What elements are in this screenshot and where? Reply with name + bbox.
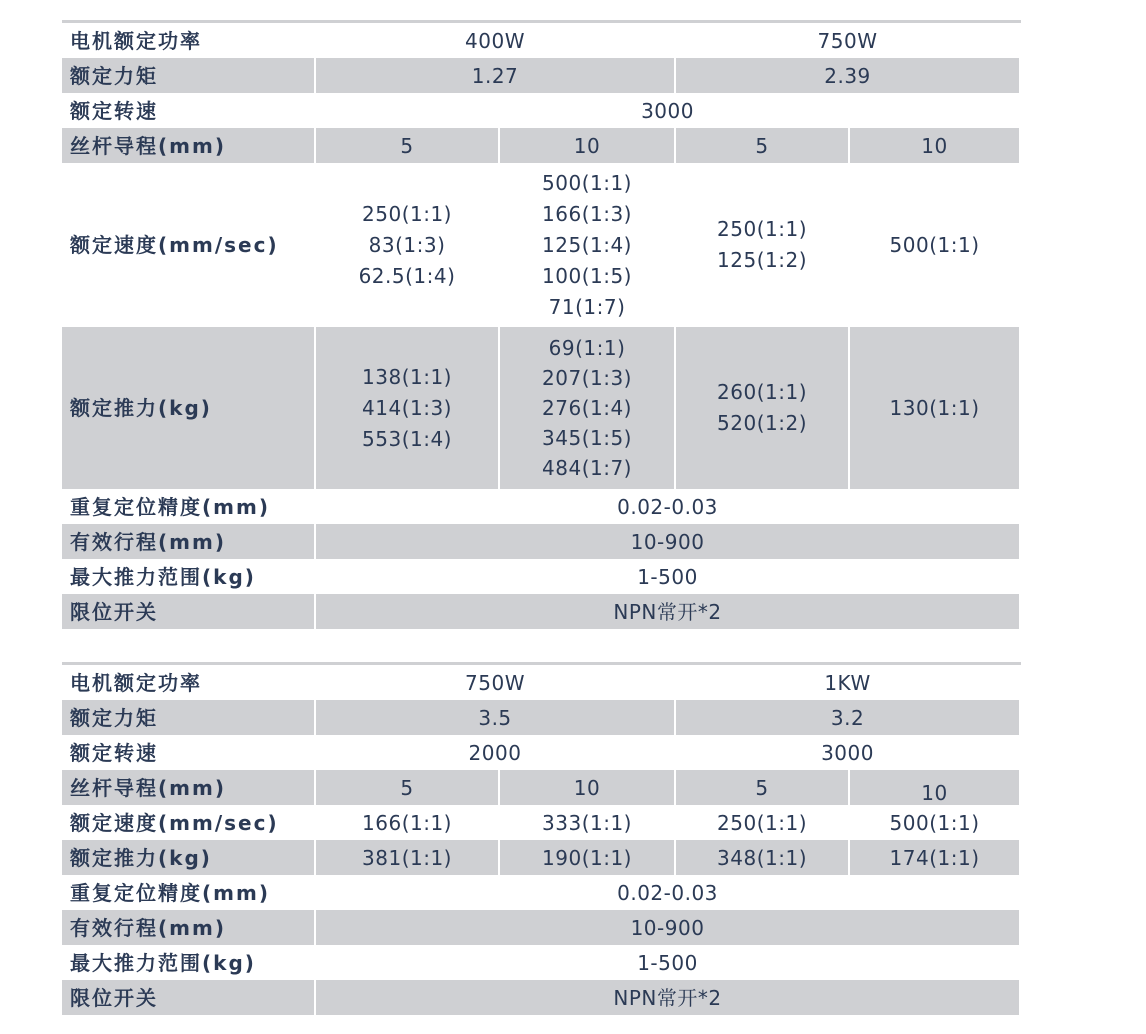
row-precision <box>62 489 1020 524</box>
rated-thrust-c1-v1: 414(1:3) <box>362 395 452 420</box>
lead-c3: 5 <box>675 770 849 805</box>
row-rated-thrust <box>62 840 1020 875</box>
label-limit-switch: 限位开关 <box>62 594 315 629</box>
rated-speed-c3-v1: 125(1:2) <box>717 248 807 272</box>
row-max-thrust <box>62 945 1020 980</box>
rated-thrust-c2-v3: 345(1:5) <box>542 426 632 450</box>
row-lead <box>62 770 1020 805</box>
limit-switch-value: NPN常开*2 <box>315 594 1020 629</box>
lead-c1: 5 <box>315 128 499 163</box>
power-750w: 750W <box>675 22 1020 59</box>
label-power: 电机额定功率 <box>62 664 315 701</box>
rated-speed-c3-v0: 250(1:1) <box>717 217 807 241</box>
row-torque <box>62 700 1020 735</box>
power-400w: 400W <box>315 22 675 59</box>
rated-thrust-c2-v4: 484(1:7) <box>542 456 632 480</box>
rated-speed-c1-v2: 62.5(1:4) <box>358 263 456 288</box>
rated-speed-c2-v4: 71(1:7) <box>548 294 626 319</box>
rated-thrust-c1-v0: 138(1:1) <box>362 364 452 389</box>
label-lead: 丝杆导程(mm) <box>62 770 315 805</box>
power-1kw: 1KW <box>675 664 1020 701</box>
rated-speed-c2-v2: 125(1:4) <box>542 232 632 257</box>
rated-thrust-c2-v1: 207(1:3) <box>542 366 632 390</box>
torque-750w: 2.39 <box>675 58 1020 93</box>
lead-c2: 10 <box>499 128 675 163</box>
row-rated-rpm <box>62 93 1020 128</box>
rated-speed-c4-v0: 500(1:1) <box>889 232 980 257</box>
rated-thrust-c2-v0: 69(1:1) <box>548 336 626 360</box>
rated-speed-c2-v1: 166(1:3) <box>542 201 632 226</box>
label-rated-thrust: 额定推力(kg) <box>62 840 315 875</box>
rated-thrust-c3-v0: 260(1:1) <box>717 380 807 404</box>
max-thrust-value: 1-500 <box>315 559 1020 594</box>
row-precision <box>62 875 1020 910</box>
label-torque: 额定力矩 <box>62 58 315 93</box>
row-stroke <box>62 524 1020 559</box>
rated-thrust-c1 <box>315 327 499 489</box>
label-stroke: 有效行程(mm) <box>62 910 315 945</box>
label-rated-speed: 额定速度(mm/sec) <box>62 805 315 840</box>
rated-speed-c3 <box>675 163 849 327</box>
spec-table-2 <box>62 662 1021 1015</box>
rated-thrust-c1-v2: 553(1:4) <box>362 426 452 451</box>
rated-thrust-c2-v2: 276(1:4) <box>542 396 632 420</box>
label-rated-speed: 额定速度(mm/sec) <box>62 163 315 327</box>
rated-thrust-c1: 381(1:1) <box>315 840 499 875</box>
rated-thrust-c3-v1: 520(1:2) <box>717 411 807 435</box>
row-max-thrust <box>62 559 1020 594</box>
row-rated-rpm <box>62 735 1020 770</box>
max-thrust-value: 1-500 <box>315 945 1020 980</box>
rated-speed-c1 <box>315 163 499 327</box>
lead-c1: 5 <box>315 770 499 805</box>
rated-speed-c2-v3: 100(1:5) <box>542 263 632 288</box>
label-max-thrust: 最大推力范围(kg) <box>62 559 315 594</box>
row-rated-speed <box>62 805 1020 840</box>
row-rated-speed <box>62 163 1020 327</box>
rated-thrust-c4-v0: 130(1:1) <box>889 395 980 420</box>
precision-value: 0.02-0.03 <box>315 489 1020 524</box>
rated-rpm-value: 3000 <box>315 93 1020 128</box>
torque-750w: 3.5 <box>315 700 675 735</box>
label-limit-switch: 限位开关 <box>62 980 315 1015</box>
lead-c3: 5 <box>675 128 849 163</box>
rated-rpm-1kw: 3000 <box>675 735 1020 770</box>
rated-speed-c1: 166(1:1) <box>315 805 499 840</box>
label-lead: 丝杆导程(mm) <box>62 128 315 163</box>
rated-speed-c1-v1: 83(1:3) <box>368 232 446 257</box>
torque-400w: 1.27 <box>315 58 675 93</box>
rated-speed-c2: 333(1:1) <box>499 805 675 840</box>
row-stroke <box>62 910 1020 945</box>
rated-thrust-c2 <box>499 327 675 489</box>
torque-1kw: 3.2 <box>675 700 1020 735</box>
rated-thrust-c3 <box>675 327 849 489</box>
lead-c2: 10 <box>499 770 675 805</box>
spec-table-1 <box>62 20 1021 629</box>
lead-c4: 10 <box>849 128 1020 163</box>
rated-speed-c1-v0: 250(1:1) <box>362 201 452 226</box>
rated-thrust-c2: 190(1:1) <box>499 840 675 875</box>
power-750w: 750W <box>315 664 675 701</box>
rated-thrust-c4 <box>849 327 1020 489</box>
row-limit-switch <box>62 594 1020 629</box>
row-lead <box>62 128 1020 163</box>
rated-speed-c4: 500(1:1) <box>849 805 1020 840</box>
rated-thrust-c4: 174(1:1) <box>849 840 1020 875</box>
label-rated-rpm: 额定转速 <box>62 93 315 128</box>
rated-speed-c4 <box>849 163 1020 327</box>
label-max-thrust: 最大推力范围(kg) <box>62 945 315 980</box>
lead-c4: 10 <box>849 770 1020 805</box>
row-power <box>62 664 1020 701</box>
label-precision: 重复定位精度(mm) <box>62 875 315 910</box>
label-torque: 额定力矩 <box>62 700 315 735</box>
rated-rpm-750w: 2000 <box>315 735 675 770</box>
rated-speed-c2-v0: 500(1:1) <box>542 170 632 195</box>
stroke-value: 10-900 <box>315 910 1020 945</box>
row-power <box>62 22 1020 59</box>
label-rated-thrust: 额定推力(kg) <box>62 327 315 489</box>
label-rated-rpm: 额定转速 <box>62 735 315 770</box>
row-torque <box>62 58 1020 93</box>
rated-speed-c2 <box>499 163 675 327</box>
stroke-value: 10-900 <box>315 524 1020 559</box>
label-stroke: 有效行程(mm) <box>62 524 315 559</box>
rated-speed-c3: 250(1:1) <box>675 805 849 840</box>
rated-thrust-c3: 348(1:1) <box>675 840 849 875</box>
label-precision: 重复定位精度(mm) <box>62 489 315 524</box>
row-rated-thrust <box>62 327 1020 489</box>
row-limit-switch <box>62 980 1020 1015</box>
label-power: 电机额定功率 <box>62 22 315 59</box>
limit-switch-value: NPN常开*2 <box>315 980 1020 1015</box>
precision-value: 0.02-0.03 <box>315 875 1020 910</box>
